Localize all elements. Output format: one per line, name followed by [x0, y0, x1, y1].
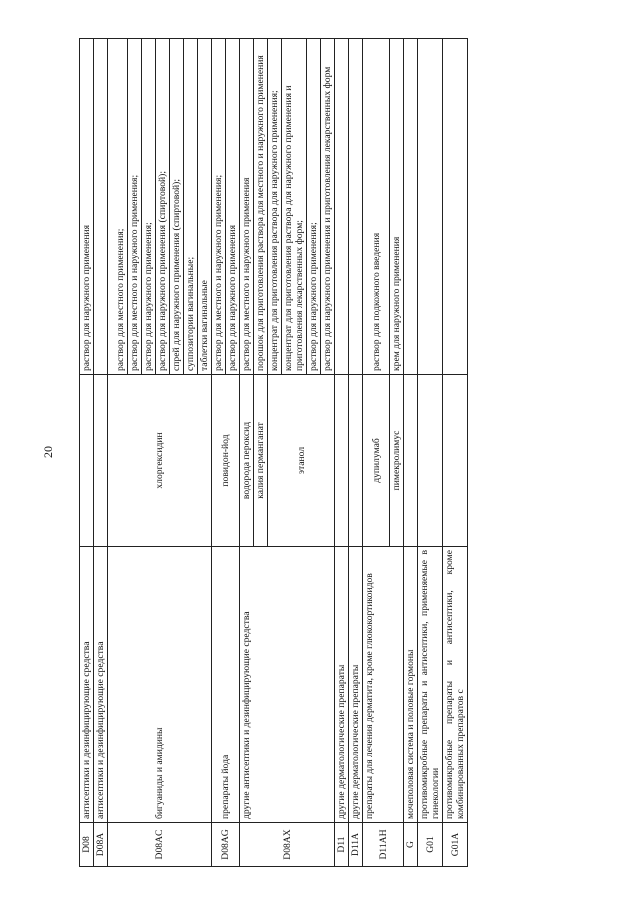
dosage-form [335, 39, 349, 375]
group-name: препараты йода [212, 547, 240, 823]
group-name: противомикробные препараты и антисептики, применяемые в гинекологии [418, 547, 443, 823]
drug-name [418, 375, 443, 547]
table-row-d08ax [240, 39, 254, 867]
drug-name [335, 375, 349, 547]
atc-code: G01A [443, 823, 468, 867]
dosage-forms [108, 39, 212, 375]
table-row-d08 [80, 39, 94, 867]
group-name: другие антисептики и дезинфицирующие средства [240, 547, 335, 823]
dosage-form: раствор для местного и наружного применения; [213, 174, 224, 371]
atc-code: G [404, 823, 418, 867]
group-name: бигуаниды и амидины [108, 547, 212, 823]
dosage-form: концентрат для приготовления раствора для наружного применения и приготовления лекарственных форм; [281, 39, 306, 374]
group-name: другие дерматологические препараты [349, 547, 363, 823]
group-name: антисептики и дезинфицирующие средства [94, 547, 108, 823]
dosage-form: суппозитории вагинальные; [183, 39, 197, 374]
dosage-form: раствор для наружного применения (спиртовой); [155, 39, 169, 374]
dosage-form: раствор для наружного применения; [141, 39, 155, 374]
drug-name: дупилумаб [363, 375, 390, 547]
table-row-d08ac [108, 39, 212, 867]
dosage-form: раствор для наружного применения и приготовления лекарственных форм [320, 39, 334, 374]
dosage-form: раствор для подкожного введения [363, 39, 390, 375]
group-name: препараты для лечения дерматита, кроме глюкокортикоидов [363, 547, 404, 823]
atc-code: G01 [418, 823, 443, 867]
dosage-form: спрей для наружного применения (спиртовой); [169, 39, 183, 374]
table-row-g01 [418, 39, 443, 867]
drug-name [443, 375, 468, 547]
medication-table [79, 38, 468, 867]
atc-code: D11A [349, 823, 363, 867]
dosage-form: раствор для местного и наружного применения [240, 39, 254, 375]
drug-name: пимекролимус [390, 375, 404, 547]
table-row-g01a [443, 39, 468, 867]
drug-name [94, 375, 108, 547]
table-row-d08ag [212, 39, 240, 867]
dosage-form [418, 39, 443, 375]
drug-name: повидон-йод [212, 375, 240, 547]
atc-code: D11AH [363, 823, 404, 867]
table-row-d08a [94, 39, 108, 867]
atc-code: D08 [80, 823, 94, 867]
drug-name [404, 375, 418, 547]
drug-name [349, 375, 363, 547]
drug-name [80, 375, 94, 547]
dosage-form: таблетки вагинальные [197, 39, 211, 374]
dosage-form: порошок для приготовления раствора для местного и наружного применения [254, 39, 268, 375]
dosage-form [443, 39, 468, 375]
table-row-d11 [335, 39, 349, 867]
group-name: другие дерматологические препараты [335, 547, 349, 823]
dosage-form: крем для наружного применения [390, 39, 404, 375]
table-row-d11a [349, 39, 363, 867]
table-row-d11ah [363, 39, 390, 867]
page-number: 20 [41, 446, 55, 458]
dosage-form: раствор для наружного применения [80, 39, 94, 375]
dosage-form [404, 39, 418, 375]
atc-code: D08A [94, 823, 108, 867]
atc-code: D11 [335, 823, 349, 867]
dosage-form [349, 39, 363, 375]
drug-name: калия перманганат [254, 375, 268, 547]
dosage-forms [268, 39, 335, 375]
dosage-form: раствор для наружного применения; [306, 39, 320, 374]
drug-name: этанол [268, 375, 335, 547]
dosage-form: раствор для местного применения; [115, 228, 126, 371]
group-name: противомикробные препараты и антисептики, кроме комбинированных препаратов с [443, 547, 468, 823]
drug-name: хлоргексидин [108, 375, 212, 547]
atc-code: D08AC [108, 823, 212, 867]
dosage-forms [212, 39, 240, 375]
dosage-form: раствор для местного и наружного применения; [127, 39, 141, 374]
dosage-form: раствор для наружного применения [225, 39, 239, 374]
group-name: мочеполовая система и половые гормоны [404, 547, 418, 823]
rotated-page-content [79, 39, 559, 867]
table-row-g [404, 39, 418, 867]
group-name: антисептики и дезинфицирующие средства [80, 547, 94, 823]
atc-code: D08AX [240, 823, 335, 867]
dosage-form [94, 39, 108, 375]
atc-code: D08AG [212, 823, 240, 867]
drug-name: водорода пероксид [240, 375, 254, 547]
dosage-form: концентрат для приготовления раствора для наружного применения; [269, 90, 280, 371]
